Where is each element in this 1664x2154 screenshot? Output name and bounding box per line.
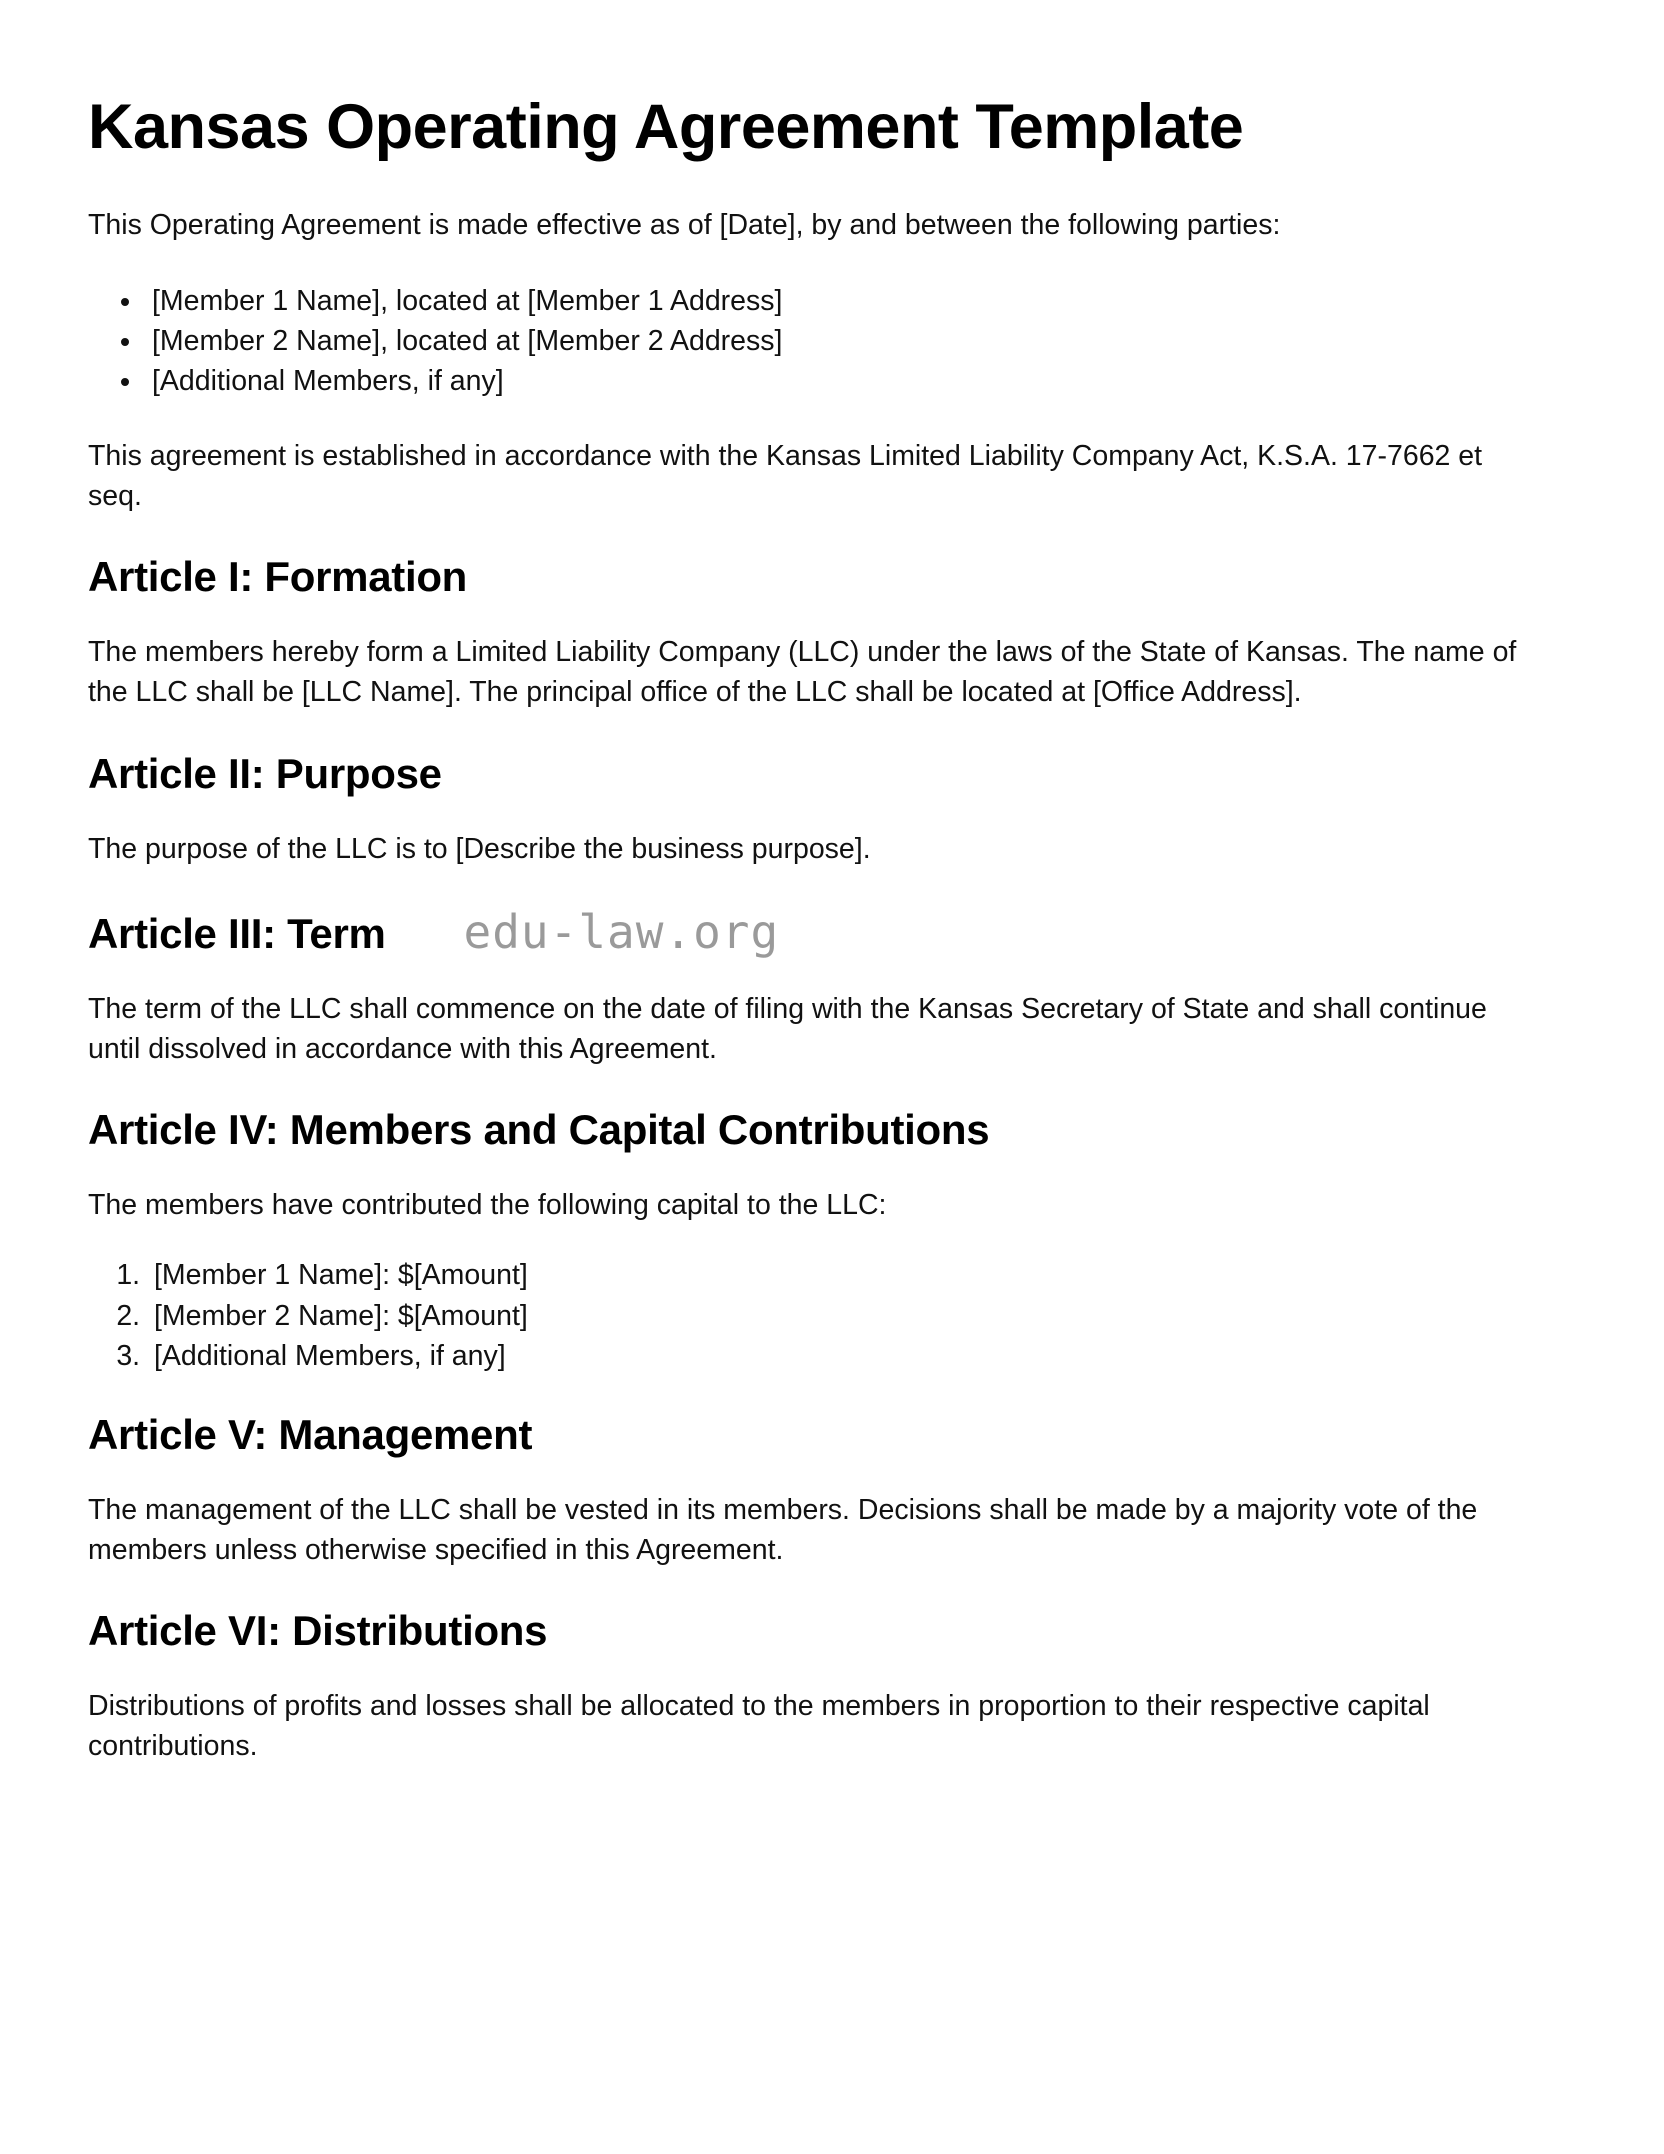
intro-paragraph: This Operating Agreement is made effective as of [Date], by and between the following parties: xyxy=(88,208,1281,241)
parties-list xyxy=(88,281,1544,402)
article-body-6: Distributions of profits and losses shall be allocated to the members in proportion to their respective capital contributions. xyxy=(88,1690,1430,1763)
list-item: • [Additional Members, if any] xyxy=(144,361,1544,401)
article-body-4: The members have contributed the following capital to the LLC: xyxy=(88,1189,887,1221)
page-title: Kansas Operating Agreement Template xyxy=(88,92,1244,162)
article-heading-1: Article I: Formation xyxy=(88,553,468,601)
article-heading-3: Article III: Term xyxy=(88,909,386,957)
list-item: 2. [Member 2 Name]: $[Amount] xyxy=(148,1296,1544,1336)
article-section-6 xyxy=(88,1606,1544,1766)
article-heading-3-row xyxy=(88,905,1544,989)
intro-paragraph-block xyxy=(88,205,1544,245)
watermark-text: edu-law.org xyxy=(463,904,780,959)
article-body-2: The purpose of the LLC is to [Describe the business purpose]. xyxy=(88,832,871,865)
article-body-1: The members hereby form a Limited Liability Company (LLC) under the laws of the State of Kansas. The name of the LLC shall be [LLC Name]. The principal office of the LLC shall be located at [Office Address]. xyxy=(88,636,1517,709)
list-item: • [Member 1 Name], located at [Member 1 Address] xyxy=(144,281,1544,321)
statute-paragraph-block xyxy=(88,436,1544,517)
list-item: 1. [Member 1 Name]: $[Amount] xyxy=(148,1255,1544,1295)
article-section-3 xyxy=(88,905,1544,1069)
article-heading-4: Article IV: Members and Capital Contributions xyxy=(88,1106,990,1154)
article-heading-5: Article V: Management xyxy=(88,1410,533,1458)
article-heading-6: Article VI: Distributions xyxy=(88,1607,548,1655)
list-item: • [Member 2 Name], located at [Member 2 Address] xyxy=(144,321,1544,361)
list-item: 3. [Additional Members, if any] xyxy=(148,1336,1544,1376)
article-body-5: The management of the LLC shall be vested in its members. Decisions shall be made by a majority vote of the members unless otherwise specified in this Agreement. xyxy=(88,1493,1478,1566)
article-section-4 xyxy=(88,1105,1544,1376)
capital-contributions-list xyxy=(88,1255,1544,1376)
article-heading-2: Article II: Purpose xyxy=(88,749,442,797)
article-section-5 xyxy=(88,1410,1544,1570)
article-section-1 xyxy=(88,552,1544,712)
statute-paragraph: This agreement is established in accordance with the Kansas Limited Liability Company Act, K.S.A. 17-7662 et seq. xyxy=(88,439,1483,512)
article-body-3: The term of the LLC shall commence on the date of filing with the Kansas Secretary of State and shall continue until dissolved in accordance with this Agreement. xyxy=(88,992,1487,1065)
article-section-2 xyxy=(88,749,1544,869)
